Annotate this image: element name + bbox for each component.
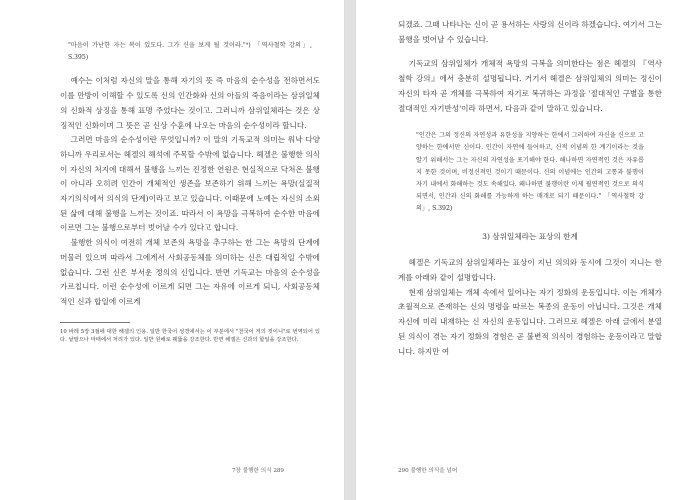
body-paragraph-4: 기독교의 삼위일체가 개체적 욕망의 극복을 의미한다는 점은 헤겔의 『역사철학 강의』에서 충분히 설명됩니다. 거기서 헤겔은 삼위일체의 의미는 정신이 자신의 타자 곧 개체를 극복하여 자기로 복귀하는 과정을 '절대적인 구별을 통한 절대적인 자기반성'이라 하면서, 다음과 같이 말하고 있습니다. xyxy=(398,59,662,113)
footnote-rule xyxy=(60,322,130,323)
left-page-content xyxy=(60,40,320,345)
left-page xyxy=(0,0,345,500)
continued-paragraph: 되겠죠. 그때 나타나는 신이 곧 용서하는 사랑의 신이라 하겠습니다. 여기서 그는 불행을 벗어날 수 있습니다. xyxy=(398,20,662,44)
body-paragraph-3: 불행한 의식이 여전히 개체 보존의 욕망을 추구하는 한 그는 욕망의 단계에 머물러 있으며 따라서 그에게서 사회공동체를 의미하는 신은 대립적일 수밖에 없습니다. 그런 신은 부서운 정의의 신입니다. 반면 기독교는 마음의 순수성을 가르칩니다. 이런 순수성에 이르게 되면 그는 자유에 이르게 되니, 사회공동체적인 신과 합일에 이르게 xyxy=(60,238,320,306)
right-folio: 290 불행한 의식을 넘어 xyxy=(398,468,458,474)
body-paragraph-6: 현재 삼위일체는 개체 속에서 일어나는 자기 정화의 운동입니다. 이는 개체가 초월적으로 존재하는 신의 명령을 따르는 복종의 운동이 아닙니다. 그것은 개체 자신에 미리 내재하는 신 자신의 운동입니다. 그러므로 헤겔은 아래 글에서 분열된 의식이 겪는 자기 정화의 경험은 곧 불변적 의식이 경험하는 운동이라고 말합니다. 하지만 여 xyxy=(398,287,662,356)
left-folio: 7장 불행한 의식 289 xyxy=(232,468,284,474)
body-paragraph-2: 그러면 마음의 순수성이란 무엇입니까? 이 말의 기독교적 의미는 워낙 다양하니까 우리로서는 헤겔의 해석에 주목할 수밖에 없습니다. 헤겔은 불행한 의식이 자신의 처지에 대해서 불행을 느끼는 진정한 연원은 현실적으로 닥쳐온 불행이 아니라 오히려 인간이 개체적인 생존을 보존하기 위해 느끼는 욕망(실질적 자기의식에서 의식의 단계)이라고 보고 있습니다. 이때문에 노예는 자신의 소외된 삶에 대해 불행을 느끼는 것이죠. 따라서 이 욕망을 극복하여 순수한 마음에 이르면 그는 불행으로부터 벗어날 수가 있다고 합니다. xyxy=(60,135,320,233)
book-gutter xyxy=(345,0,355,500)
opening-quote: "마음이 가난한 자는 복이 있도다. 그가 신을 보게 될 것이라."⁹) 「역사철학 강의」, S.395) xyxy=(68,42,312,62)
body-paragraph-5: 헤겔은 기독교의 삼위일체라는 표상이 지닌 의의와 동시에 그것이 지니는 한계를 아래와 같이 설명합니다. xyxy=(398,258,662,283)
section-heading: 3) 삼위일체라는 표상의 한계 xyxy=(482,231,578,241)
block-quote: "인간은 그의 정신의 자연성과 유한성을 지양하는 한에서 그러하여 자신을 신으로 고양하는 한에서만 신이다. 인간이 자연에 들어하고, 신적 이념의 한 계기이라는 것을 알기 위해서는 그는 자신의 자연성을 포기해야 한다. 해나하면 자연적인 것은 자유롭지 못한 것이며, 비정신적인 것이기 때문이다. 신의 이념에는 인간의 고통과 불행이 자기 내에서 화해하는 것도 속해있다. 왜나하면 불행이란 이제 필연적인 것으로 의식되면서, 인간과 신의 화해를 가능하게 하는 매개로 되기 때문이다." 「역사철학 강의」, S.392) xyxy=(416,132,644,213)
body-paragraph-1: 예수는 이처럼 자신의 말을 통해 자기의 뜻 즉 마음의 순수성을 전하면서도 이를 만방이 이해할 수 있도록 신의 인간화와 신의 아들의 죽음이라는 삼위일체의 신화적 상징을 통해 표명 주었다는 것이고. 그러니까 삼위일체라는 것은 상징적인 신화이며 그 뜻은 곧 신상 수훈에 나오는 마음의 순수성이라 할니다. xyxy=(60,76,320,130)
right-page-content xyxy=(398,18,662,359)
right-page xyxy=(355,0,700,500)
footnote: 10 바레 5장 3절에 대한 해겔의 인용. 일반 한국어 성경에서는 이 부분에서 "천국이 저의 것이니"로 번역되어 있다. 낱말으나 마태에서 처리가 있다. 일반 원해로 꿰뚫을 강조한다. 반면 해겔은 신과의 합일을 강조한다. xyxy=(60,328,320,344)
